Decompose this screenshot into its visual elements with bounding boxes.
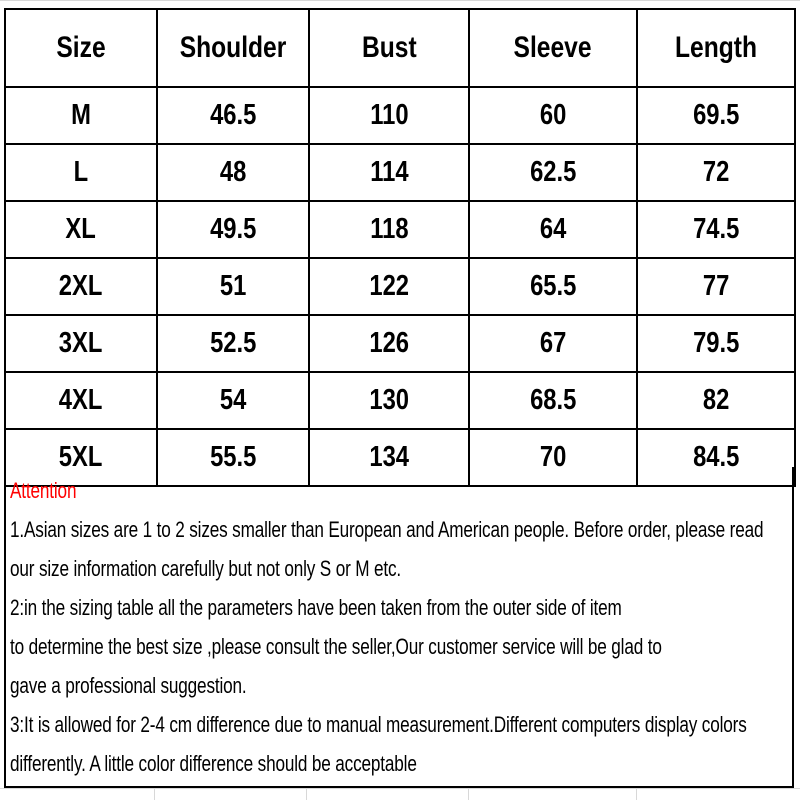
cell-shoulder: 49.5 [157,201,309,258]
note-line: 3:It is allowed for 2-4 cm difference due to manual measurement.Different computers display colors [10,712,747,737]
cell-shoulder: 46.5 [157,87,309,144]
note-line: gave a professional suggestion. [10,673,247,698]
cell-size: XL [5,201,157,258]
cell-sleeve: 68.5 [469,372,637,429]
header-bust: Bust [309,9,469,87]
cell-sleeve: 70 [469,429,637,486]
cell-shoulder: 55.5 [157,429,309,486]
table-row [5,258,795,315]
attention-notes [4,467,794,788]
sheet-gridline [154,788,155,800]
note-line: to determine the best size ,please consult the seller,Our customer service will be glad to [10,634,662,659]
attention-title: Attention [10,478,77,503]
sheet-gridline [636,788,637,800]
cell-shoulder: 54 [157,372,309,429]
table-row [5,144,795,201]
cell-bust: 114 [309,144,469,201]
note-line: 1.Asian sizes are 1 to 2 sizes smaller than European and American people. Before order, please read [10,517,764,542]
note-line: differently. A little color difference should be acceptable [10,751,417,776]
note-line: our size information carefully but not only S or M etc. [10,556,402,581]
cell-length: 77 [637,258,795,315]
sheet-gridline [468,788,469,800]
table-row [5,87,795,144]
cell-bust: 122 [309,258,469,315]
cell-shoulder: 52.5 [157,315,309,372]
size-chart-table [4,8,796,487]
cell-shoulder: 51 [157,258,309,315]
sheet-gridline [0,0,800,1]
cell-length: 82 [637,372,795,429]
cell-length: 84.5 [637,429,795,486]
table-row [5,372,795,429]
note-line: 2:in the sizing table all the parameters have been taken from the outer side of item [10,595,622,620]
cell-length: 79.5 [637,315,795,372]
table-row [5,201,795,258]
header-shoulder: Shoulder [157,9,309,87]
sheet-gridline [0,788,800,789]
cell-sleeve: 62.5 [469,144,637,201]
cell-bust: 130 [309,372,469,429]
cell-size: 4XL [5,372,157,429]
table-row [5,315,795,372]
header-size: Size [5,9,157,87]
cell-sleeve: 67 [469,315,637,372]
cell-length: 69.5 [637,87,795,144]
cell-sleeve: 64 [469,201,637,258]
cell-size: 3XL [5,315,157,372]
cell-size: L [5,144,157,201]
cell-bust: 118 [309,201,469,258]
header-length: Length [637,9,795,87]
cell-length: 72 [637,144,795,201]
header-sleeve: Sleeve [469,9,637,87]
cell-bust: 134 [309,429,469,486]
cell-size: M [5,87,157,144]
sheet-gridline [306,788,307,800]
cell-sleeve: 65.5 [469,258,637,315]
cell-length: 74.5 [637,201,795,258]
cell-size: 2XL [5,258,157,315]
cell-bust: 126 [309,315,469,372]
cell-bust: 110 [309,87,469,144]
cell-size: 5XL [5,429,157,486]
table-header-row [5,9,795,87]
cell-sleeve: 60 [469,87,637,144]
cell-shoulder: 48 [157,144,309,201]
